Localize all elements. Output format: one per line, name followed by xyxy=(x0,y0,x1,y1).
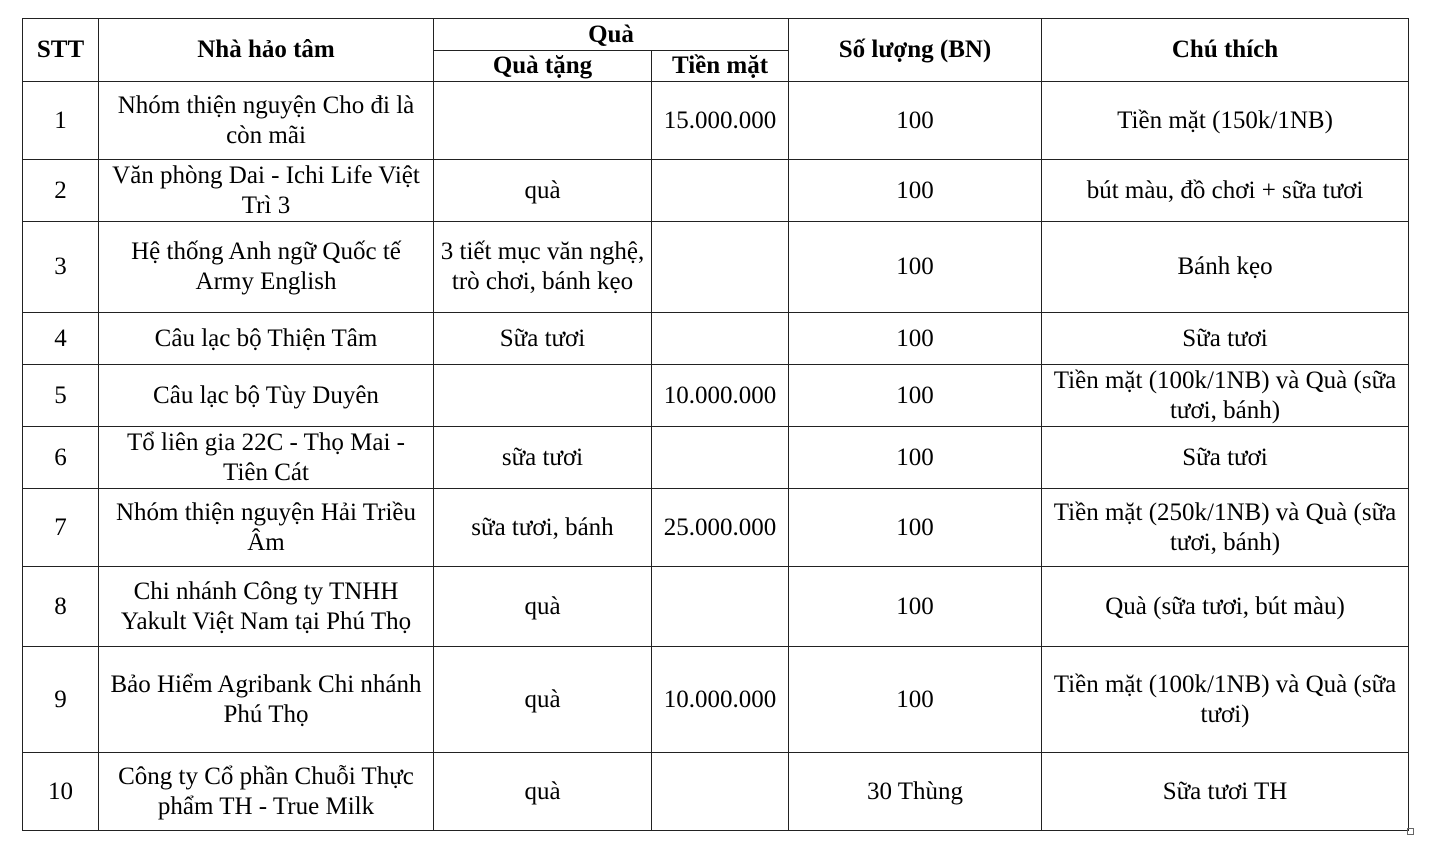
cell-donor: Công ty Cổ phần Chuỗi Thực phẩm TH - True Milk xyxy=(99,753,434,831)
cell-gift xyxy=(434,365,652,427)
cell-quantity: 100 xyxy=(789,647,1042,753)
table-row xyxy=(23,365,1409,427)
table-row xyxy=(23,567,1409,647)
donor-table xyxy=(22,18,1409,831)
header-gift-group: Quà xyxy=(434,19,789,51)
cell-stt: 5 xyxy=(23,365,99,427)
table-row xyxy=(23,160,1409,222)
cell-stt: 6 xyxy=(23,427,99,489)
table-row xyxy=(23,82,1409,160)
header-quantity: Số lượng (BN) xyxy=(789,19,1042,82)
cell-stt: 3 xyxy=(23,222,99,313)
cell-cash: 10.000.000 xyxy=(652,365,789,427)
cell-gift: Sữa tươi xyxy=(434,313,652,365)
cell-cash xyxy=(652,567,789,647)
cell-gift: quà xyxy=(434,647,652,753)
cell-gift: sữa tươi, bánh xyxy=(434,489,652,567)
header-gift-item: Quà tặng xyxy=(434,51,652,82)
header-cash: Tiền mặt xyxy=(652,51,789,82)
cell-donor: Nhóm thiện nguyện Hải Triều Âm xyxy=(99,489,434,567)
cell-cash xyxy=(652,222,789,313)
cell-stt: 1 xyxy=(23,82,99,160)
cell-note: Quà (sữa tươi, bút màu) xyxy=(1042,567,1409,647)
cell-quantity: 100 xyxy=(789,222,1042,313)
table-row xyxy=(23,222,1409,313)
cell-gift: quà xyxy=(434,160,652,222)
cell-quantity: 100 xyxy=(789,313,1042,365)
cell-cash: 25.000.000 xyxy=(652,489,789,567)
table-resize-handle[interactable] xyxy=(1407,828,1414,835)
cell-stt: 9 xyxy=(23,647,99,753)
cell-stt: 4 xyxy=(23,313,99,365)
cell-note: Sữa tươi TH xyxy=(1042,753,1409,831)
cell-gift: 3 tiết mục văn nghệ, trò chơi, bánh kẹo xyxy=(434,222,652,313)
table-row xyxy=(23,427,1409,489)
cell-donor: Chi nhánh Công ty TNHH Yakult Việt Nam tại Phú Thọ xyxy=(99,567,434,647)
header-stt: STT xyxy=(23,19,99,82)
cell-quantity: 100 xyxy=(789,365,1042,427)
cell-donor: Văn phòng Dai - Ichi Life Việt Trì 3 xyxy=(99,160,434,222)
cell-quantity: 100 xyxy=(789,82,1042,160)
cell-stt: 2 xyxy=(23,160,99,222)
cell-stt: 8 xyxy=(23,567,99,647)
cell-gift: quà xyxy=(434,567,652,647)
cell-note: Sữa tươi xyxy=(1042,313,1409,365)
cell-note: Tiền mặt (100k/1NB) và Quà (sữa tươi) xyxy=(1042,647,1409,753)
cell-cash: 10.000.000 xyxy=(652,647,789,753)
cell-cash xyxy=(652,313,789,365)
cell-stt: 7 xyxy=(23,489,99,567)
table-row xyxy=(23,313,1409,365)
cell-note: Bánh kẹo xyxy=(1042,222,1409,313)
cell-cash: 15.000.000 xyxy=(652,82,789,160)
cell-quantity: 100 xyxy=(789,489,1042,567)
cell-note: Tiền mặt (100k/1NB) và Quà (sữa tươi, bánh) xyxy=(1042,365,1409,427)
cell-quantity: 100 xyxy=(789,160,1042,222)
cell-cash xyxy=(652,753,789,831)
cell-donor: Bảo Hiểm Agribank Chi nhánh Phú Thọ xyxy=(99,647,434,753)
cell-donor: Nhóm thiện nguyện Cho đi là còn mãi xyxy=(99,82,434,160)
cell-donor: Hệ thống Anh ngữ Quốc tế Army English xyxy=(99,222,434,313)
cell-note: Tiền mặt (250k/1NB) và Quà (sữa tươi, bánh) xyxy=(1042,489,1409,567)
table-row xyxy=(23,753,1409,831)
table-row xyxy=(23,489,1409,567)
cell-quantity: 30 Thùng xyxy=(789,753,1042,831)
cell-note: Tiền mặt (150k/1NB) xyxy=(1042,82,1409,160)
cell-note: Sữa tươi xyxy=(1042,427,1409,489)
cell-donor: Câu lạc bộ Thiện Tâm xyxy=(99,313,434,365)
cell-quantity: 100 xyxy=(789,427,1042,489)
cell-gift xyxy=(434,82,652,160)
cell-donor: Câu lạc bộ Tùy Duyên xyxy=(99,365,434,427)
cell-stt: 10 xyxy=(23,753,99,831)
cell-gift: quà xyxy=(434,753,652,831)
header-donor: Nhà hảo tâm xyxy=(99,19,434,82)
cell-quantity: 100 xyxy=(789,567,1042,647)
cell-donor: Tổ liên gia 22C - Thọ Mai - Tiên Cát xyxy=(99,427,434,489)
cell-cash xyxy=(652,160,789,222)
table-row xyxy=(23,647,1409,753)
cell-gift: sữa tươi xyxy=(434,427,652,489)
cell-cash xyxy=(652,427,789,489)
cell-note: bút màu, đồ chơi + sữa tươi xyxy=(1042,160,1409,222)
header-note: Chú thích xyxy=(1042,19,1409,82)
